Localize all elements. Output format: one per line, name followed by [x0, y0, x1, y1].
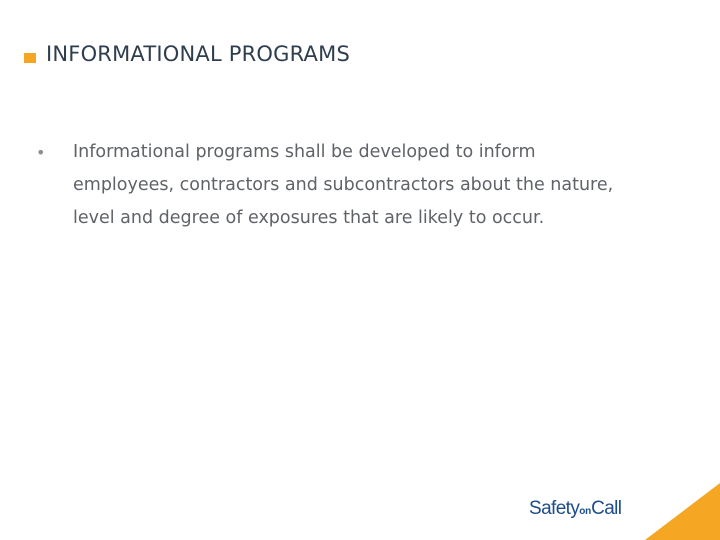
corner-triangle-icon: [645, 483, 720, 540]
brand-word-safety: Safety: [529, 498, 580, 519]
square-marker-icon: [24, 53, 36, 63]
list-item: [36, 136, 676, 235]
bullet-marker: •: [36, 143, 46, 162]
brand-word-call: Call: [591, 498, 622, 519]
bullet-list: [36, 136, 676, 235]
bullet-text-line: level and degree of exposures that are likely to occur.: [73, 208, 545, 228]
page-title: INFORMATIONAL PROGRAMS: [46, 42, 350, 66]
brand-word-on: on: [579, 506, 592, 517]
bullet-text-line: Informational programs shall be developed to inform: [73, 142, 536, 162]
bullet-text-line: employees, contractors and subcontractors about the nature,: [73, 175, 614, 195]
brand-logo: [529, 498, 621, 520]
